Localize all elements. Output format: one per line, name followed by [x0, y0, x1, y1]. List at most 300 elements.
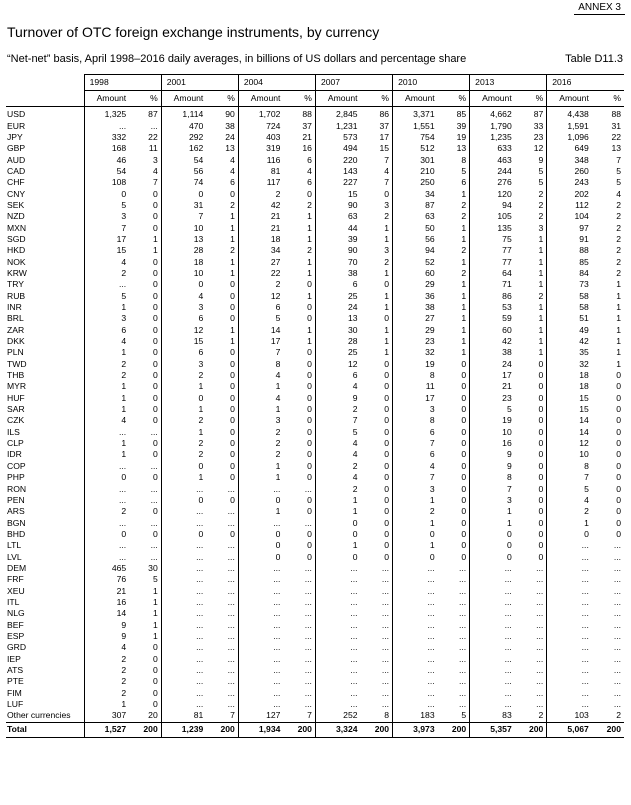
table-row	[6, 222, 624, 233]
amount-cell: ...	[547, 563, 592, 574]
percent-cell: ...	[536, 619, 544, 630]
percent-cell: ...	[536, 699, 544, 710]
table-row	[6, 256, 624, 267]
amount-cell: ...	[547, 574, 592, 585]
percent-cell: ...	[536, 642, 544, 653]
percent-cell: ...	[227, 699, 235, 710]
currency-code: Other currencies	[7, 710, 71, 721]
amount-cell: 0	[84, 529, 129, 540]
amount-cell: 0	[238, 495, 283, 506]
amount-cell: ...	[547, 642, 592, 653]
percent-cell: 0	[538, 494, 544, 505]
table-row	[6, 506, 624, 517]
currency-code: ESP	[7, 630, 25, 641]
currency-code: SEK	[7, 199, 25, 210]
amount-cell: 0	[161, 495, 206, 506]
amount-cell: 30	[315, 325, 360, 336]
percent-cell: 0	[384, 528, 390, 539]
amount-cell: ...	[84, 427, 129, 438]
amount-cell: 14	[547, 415, 592, 426]
percent-cell: ...	[150, 517, 158, 528]
amount-cell: ...	[161, 574, 206, 585]
table-row	[6, 642, 624, 653]
percent-cell: 0	[384, 358, 390, 369]
percent-cell: ...	[227, 665, 235, 676]
percent-cell: ...	[381, 596, 390, 607]
amount-cell: 649	[547, 143, 592, 154]
amount-cell: 13	[161, 234, 206, 245]
table-row	[6, 608, 624, 619]
table-row	[6, 483, 624, 494]
percent-cell: 5	[616, 165, 621, 176]
header-blank-cell	[6, 91, 84, 107]
percent-cell: 1	[616, 358, 621, 369]
percent-cell: 1	[461, 233, 467, 244]
amount-cell: 1,702	[238, 107, 283, 121]
amount-cell: 1	[84, 699, 129, 710]
amount-cell: 633	[470, 143, 515, 154]
amount-cell: 3,371	[393, 107, 438, 121]
percent-cell: ...	[381, 608, 390, 619]
amount-cell: 1	[84, 347, 129, 358]
amount-cell: 51	[547, 313, 592, 324]
percent-cell: 0	[384, 188, 390, 199]
amount-cell: 75	[470, 234, 515, 245]
amount-cell: 0	[470, 551, 515, 562]
table-row	[6, 393, 624, 404]
amount-cell: 28	[315, 336, 360, 347]
percent-cell: 0	[152, 506, 158, 517]
amount-cell: 276	[470, 177, 515, 188]
percent-cell: 1	[538, 336, 544, 347]
table-row	[6, 211, 624, 222]
percent-cell: 1	[152, 619, 158, 630]
percent-cell: 1	[616, 279, 621, 290]
percent-cell: 0	[152, 392, 158, 403]
amount-cell: 3	[393, 483, 438, 494]
table-row	[6, 540, 624, 551]
amount-cell: ...	[238, 574, 283, 585]
percent-cell: 1	[538, 267, 544, 278]
percent-cell: 0	[461, 426, 467, 437]
table-row	[6, 302, 624, 313]
amount-cell: ...	[393, 563, 438, 574]
amount-cell: 470	[161, 120, 206, 131]
percent-cell: 200	[515, 722, 547, 737]
amount-cell: 36	[393, 291, 438, 302]
percent-cell: 86	[379, 109, 390, 120]
amount-cell: 73	[547, 279, 592, 290]
percent-cell: 0	[461, 415, 467, 426]
amount-cell: ...	[393, 665, 438, 676]
percent-cell: 4	[230, 165, 235, 176]
percent-cell: 15	[379, 143, 390, 154]
amount-cell: 117	[238, 177, 283, 188]
amount-cell: 1	[315, 506, 360, 517]
year-header: 2010	[393, 75, 470, 91]
percent-cell: 1	[616, 302, 621, 313]
percent-cell: 0	[384, 392, 390, 403]
percent-cell: ...	[150, 551, 158, 562]
percent-cell: 8	[384, 710, 390, 721]
percent-cell: 0	[538, 415, 544, 426]
amount-cell: 5	[470, 404, 515, 415]
percent-cell: 88	[611, 109, 621, 120]
percent-cell: 0	[616, 517, 621, 528]
percent-cell: 9	[538, 154, 544, 165]
percent-cell: 0	[461, 483, 467, 494]
percent-cell: 1	[384, 302, 390, 313]
amount-column-header: Amount	[315, 91, 360, 107]
amount-cell: 15	[84, 245, 129, 256]
amount-cell: 168	[84, 143, 129, 154]
currency-code: Total	[6, 722, 84, 737]
percent-cell: ...	[613, 608, 621, 619]
amount-cell: 4	[238, 393, 283, 404]
percent-cell: 13	[456, 143, 467, 154]
percent-cell: 0	[230, 302, 235, 313]
percent-cell: 0	[230, 188, 235, 199]
percent-cell: 200	[438, 722, 470, 737]
percent-cell: ...	[536, 687, 544, 698]
percent-cell: ...	[227, 540, 235, 551]
percent-cell: 7	[384, 177, 390, 188]
amount-cell: 244	[470, 166, 515, 177]
amount-cell: 1	[161, 381, 206, 392]
amount-cell: ...	[547, 631, 592, 642]
amount-cell: 77	[470, 245, 515, 256]
percent-cell: 1	[461, 256, 467, 267]
amount-cell: ...	[547, 551, 592, 562]
percent-cell: ...	[459, 676, 467, 687]
amount-cell: 10	[161, 222, 206, 233]
amount-cell: 463	[470, 154, 515, 165]
amount-cell: ...	[161, 642, 206, 653]
amount-cell: 83	[470, 710, 515, 722]
table-row	[6, 585, 624, 596]
percent-cell: 200	[129, 722, 161, 737]
percent-cell: 1	[461, 290, 467, 301]
amount-cell: 5	[238, 313, 283, 324]
currency-code: LTL	[7, 540, 22, 551]
percent-cell: 0	[384, 438, 390, 449]
amount-cell: 18	[238, 234, 283, 245]
amount-cell: ...	[84, 551, 129, 562]
amount-cell: 5,067	[547, 722, 592, 737]
amount-cell: 21	[470, 381, 515, 392]
percent-cell: 1	[616, 324, 621, 335]
currency-code: RUB	[7, 290, 26, 301]
percent-cell: ...	[381, 665, 390, 676]
percent-cell: 1	[307, 222, 312, 233]
amount-cell: 754	[393, 132, 438, 143]
amount-cell: 32	[393, 347, 438, 358]
amount-cell: ...	[84, 279, 129, 290]
percent-cell: 0	[538, 438, 544, 449]
currency-code: CHF	[7, 177, 25, 188]
amount-cell: 5	[84, 291, 129, 302]
amount-cell: 0	[470, 529, 515, 540]
amount-cell: 71	[470, 279, 515, 290]
amount-cell: ...	[238, 597, 283, 608]
percent-cell: 2	[538, 199, 544, 210]
percent-cell: ...	[613, 562, 621, 573]
amount-cell: ...	[315, 597, 360, 608]
amount-cell: ...	[393, 654, 438, 665]
table-row	[6, 449, 624, 460]
percent-cell: 0	[461, 392, 467, 403]
amount-cell: 1	[238, 472, 283, 483]
amount-cell: 3	[84, 211, 129, 222]
percent-cell: ...	[459, 699, 467, 710]
percent-cell: ...	[304, 483, 312, 494]
percent-cell: ...	[459, 608, 467, 619]
amount-cell: 31	[161, 200, 206, 211]
percent-cell: 4	[307, 165, 312, 176]
percent-cell: ...	[536, 562, 544, 573]
amount-cell: ...	[315, 654, 360, 665]
amount-cell: 6	[315, 370, 360, 381]
percent-cell: 0	[384, 506, 390, 517]
column-header-row	[6, 91, 624, 107]
amount-cell: 108	[84, 177, 129, 188]
amount-cell: 53	[470, 302, 515, 313]
percent-cell: 4	[616, 188, 621, 199]
currency-code: LVL	[7, 551, 22, 562]
currency-code: BGN	[7, 517, 26, 528]
year-header: 2013	[470, 75, 547, 91]
percent-cell: 0	[152, 404, 158, 415]
amount-cell: 2	[238, 427, 283, 438]
percent-cell: ...	[459, 642, 467, 653]
amount-cell: 6	[161, 347, 206, 358]
percent-cell: 0	[538, 551, 544, 562]
amount-cell: 12	[315, 359, 360, 370]
percent-cell: 200	[283, 722, 315, 737]
percent-cell: 0	[307, 540, 312, 551]
amount-cell: ...	[161, 631, 206, 642]
amount-cell: ...	[161, 676, 206, 687]
percent-cell: ...	[304, 687, 312, 698]
currency-code: ARS	[7, 506, 25, 517]
percent-cell: ...	[613, 699, 621, 710]
amount-cell: 162	[161, 143, 206, 154]
percent-cell: ...	[304, 642, 312, 653]
percent-cell: 0	[307, 528, 312, 539]
year-header: 2007	[315, 75, 392, 91]
amount-cell: 0	[238, 540, 283, 551]
amount-cell: 7	[315, 415, 360, 426]
amount-cell: ...	[470, 619, 515, 630]
amount-cell: 494	[315, 143, 360, 154]
percent-cell: 1	[461, 324, 467, 335]
amount-cell: 22	[238, 268, 283, 279]
percent-cell: 0	[538, 449, 544, 460]
header-blank-cell	[6, 75, 84, 91]
amount-cell: ...	[547, 688, 592, 699]
amount-cell: ...	[470, 631, 515, 642]
table-row	[6, 370, 624, 381]
amount-cell: 2	[84, 506, 129, 517]
percent-cell: 0	[152, 676, 158, 687]
amount-cell: ...	[547, 665, 592, 676]
percent-cell: 2	[616, 267, 621, 278]
percent-cell: 1	[152, 630, 158, 641]
amount-cell: 85	[547, 256, 592, 267]
amount-cell: 143	[315, 166, 360, 177]
amount-cell: 7	[393, 438, 438, 449]
percent-cell: 0	[538, 426, 544, 437]
percent-cell: 0	[461, 370, 467, 381]
amount-cell: ...	[547, 654, 592, 665]
amount-cell: 2	[161, 370, 206, 381]
amount-cell: 87	[393, 200, 438, 211]
amount-cell: 1,527	[84, 722, 129, 737]
amount-cell: 42	[238, 200, 283, 211]
percent-cell: 0	[152, 313, 158, 324]
amount-cell: 12	[238, 291, 283, 302]
percent-cell: 0	[307, 438, 312, 449]
amount-cell: 319	[238, 143, 283, 154]
amount-cell: ...	[547, 619, 592, 630]
amount-cell: 307	[84, 710, 129, 722]
amount-cell: ...	[315, 676, 360, 687]
percent-cell: ...	[381, 574, 390, 585]
amount-cell: 0	[315, 517, 360, 528]
amount-cell: 21	[238, 211, 283, 222]
percent-cell: 0	[616, 404, 621, 415]
amount-cell: 1	[161, 404, 206, 415]
amount-column-header: Amount	[470, 91, 515, 107]
amount-cell: 70	[315, 256, 360, 267]
year-header: 2001	[161, 75, 238, 91]
amount-cell: ...	[238, 619, 283, 630]
amount-cell: ...	[470, 676, 515, 687]
percent-cell: 1	[384, 233, 390, 244]
amount-cell: 1	[393, 495, 438, 506]
percent-cell: 0	[152, 290, 158, 301]
currency-code: THB	[7, 370, 25, 381]
amount-cell: 10	[161, 268, 206, 279]
percent-cell: ...	[304, 596, 312, 607]
page-subtitle: “Net-net” basis, April 1998–2016 daily averages, in billions of US dollars and percentage share	[7, 53, 467, 65]
amount-cell: 2	[161, 415, 206, 426]
currency-code: RON	[7, 483, 27, 494]
amount-cell: ...	[84, 517, 129, 528]
percent-cell: ...	[459, 687, 467, 698]
percent-cell: 0	[616, 528, 621, 539]
percent-cell: 0	[152, 472, 158, 483]
percent-cell: 0	[384, 415, 390, 426]
percent-cell: 1	[152, 233, 158, 244]
percent-cell: ...	[536, 630, 544, 641]
percent-cell: 0	[616, 438, 621, 449]
percent-cell: 0	[307, 302, 312, 313]
percent-cell: 1	[152, 596, 158, 607]
percent-cell: ...	[381, 653, 390, 664]
percent-cell: 0	[461, 404, 467, 415]
percent-cell: 2	[384, 256, 390, 267]
amount-cell: ...	[161, 608, 206, 619]
amount-cell: ...	[161, 563, 206, 574]
percent-cell: 0	[461, 506, 467, 517]
percent-cell: 200	[592, 722, 624, 737]
amount-cell: ...	[315, 563, 360, 574]
table-row	[6, 427, 624, 438]
amount-cell: 112	[547, 200, 592, 211]
amount-cell: ...	[84, 483, 129, 494]
percent-cell: 0	[230, 415, 235, 426]
amount-cell: 6	[393, 449, 438, 460]
amount-cell: ...	[547, 676, 592, 687]
amount-cell: 4	[315, 438, 360, 449]
amount-cell: 8	[238, 359, 283, 370]
percent-cell: 1	[616, 290, 621, 301]
currency-code: ILS	[7, 426, 20, 437]
percent-cell: 0	[461, 517, 467, 528]
table-number: Table D11.3	[565, 53, 623, 65]
amount-cell: ...	[547, 608, 592, 619]
amount-cell: 1	[84, 438, 129, 449]
amount-cell: 4	[84, 256, 129, 267]
percent-cell: 3	[152, 154, 158, 165]
percent-cell: ...	[304, 676, 312, 687]
percent-cell: 2	[307, 199, 312, 210]
percent-cell: 0	[616, 472, 621, 483]
percent-cell: 0	[152, 188, 158, 199]
amount-cell: 2	[161, 438, 206, 449]
amount-cell: 0	[161, 461, 206, 472]
amount-cell: 11	[393, 381, 438, 392]
amount-cell: 39	[315, 234, 360, 245]
percent-cell: 17	[379, 131, 390, 142]
percent-cell: 0	[461, 381, 467, 392]
percent-column-header: %	[283, 91, 315, 107]
percent-cell: 0	[230, 449, 235, 460]
currency-code: KRW	[7, 267, 27, 278]
amount-cell: 14	[238, 325, 283, 336]
percent-cell: 0	[616, 370, 621, 381]
amount-cell: ...	[393, 608, 438, 619]
percent-cell: ...	[304, 699, 312, 710]
amount-cell: ...	[161, 597, 206, 608]
percent-cell: 37	[379, 120, 390, 131]
percent-cell: 0	[616, 426, 621, 437]
amount-cell: 4	[315, 381, 360, 392]
percent-cell: 1	[307, 336, 312, 347]
amount-cell: 4	[393, 461, 438, 472]
currency-code: SGD	[7, 233, 26, 244]
percent-cell: 1	[538, 233, 544, 244]
percent-cell: 0	[384, 494, 390, 505]
currency-code: CNY	[7, 188, 26, 199]
amount-cell: 2	[238, 279, 283, 290]
percent-cell: 0	[152, 438, 158, 449]
percent-cell: 0	[307, 404, 312, 415]
amount-cell: ...	[470, 654, 515, 665]
percent-cell: 1	[152, 608, 158, 619]
amount-cell: 1,096	[547, 132, 592, 143]
percent-cell: 0	[384, 279, 390, 290]
percent-cell: 0	[152, 222, 158, 233]
percent-cell: ...	[536, 585, 544, 596]
percent-cell: 0	[461, 438, 467, 449]
table-row	[6, 347, 624, 358]
percent-cell: ...	[613, 642, 621, 653]
amount-cell: 2	[84, 268, 129, 279]
table-row	[6, 234, 624, 245]
percent-cell: 5	[152, 574, 158, 585]
